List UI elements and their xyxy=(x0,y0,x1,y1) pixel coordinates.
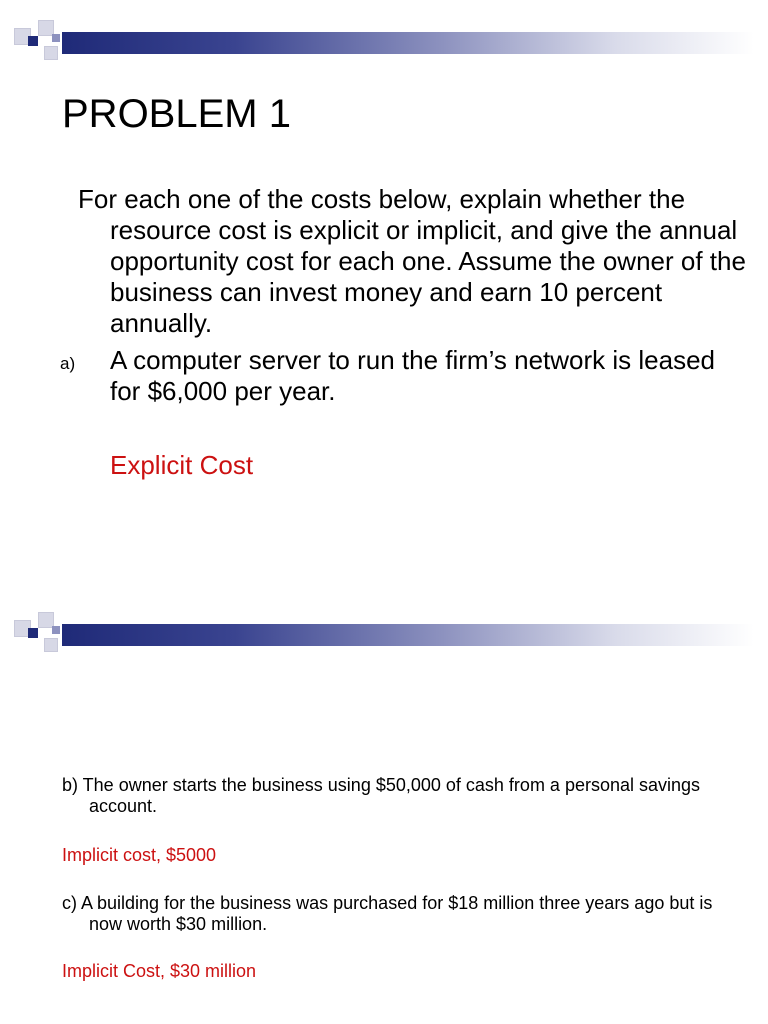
answer-a: Explicit Cost xyxy=(110,450,254,480)
deco-square-icon xyxy=(28,628,38,638)
deco-square-icon xyxy=(52,626,60,634)
deco-square-icon xyxy=(52,34,60,42)
header-gradient-bar xyxy=(62,624,754,646)
slide-2 xyxy=(0,512,768,1024)
problem-intro: For each one of the costs below, explain whether the resource cost is explicit or implicit, and give the annual opportunity cost for each one. Assume the owner of the business can invest money and earn 10 percent annually. xyxy=(78,184,746,338)
answer-c: Implicit Cost, $30 million xyxy=(62,961,257,981)
list-marker: a) xyxy=(60,354,76,373)
answer-b: Implicit cost, $5000 xyxy=(62,845,217,865)
deco-square-icon xyxy=(44,46,58,60)
header-gradient-bar xyxy=(62,32,754,54)
slide-title: PROBLEM 1 xyxy=(62,92,291,136)
deco-square-icon xyxy=(44,638,58,652)
item-b-text: b) The owner starts the business using $50,000 of cash from a personal savings account. xyxy=(62,775,701,816)
deco-square-icon xyxy=(28,36,38,46)
item-c-text: c) A building for the business was purchased for $18 million three years ago but is now worth $30 million. xyxy=(62,893,713,934)
header-decoration xyxy=(14,20,754,66)
item-a-text: A computer server to run the firm’s network is leased for $6,000 per year. xyxy=(110,345,715,406)
header-decoration xyxy=(14,612,754,658)
